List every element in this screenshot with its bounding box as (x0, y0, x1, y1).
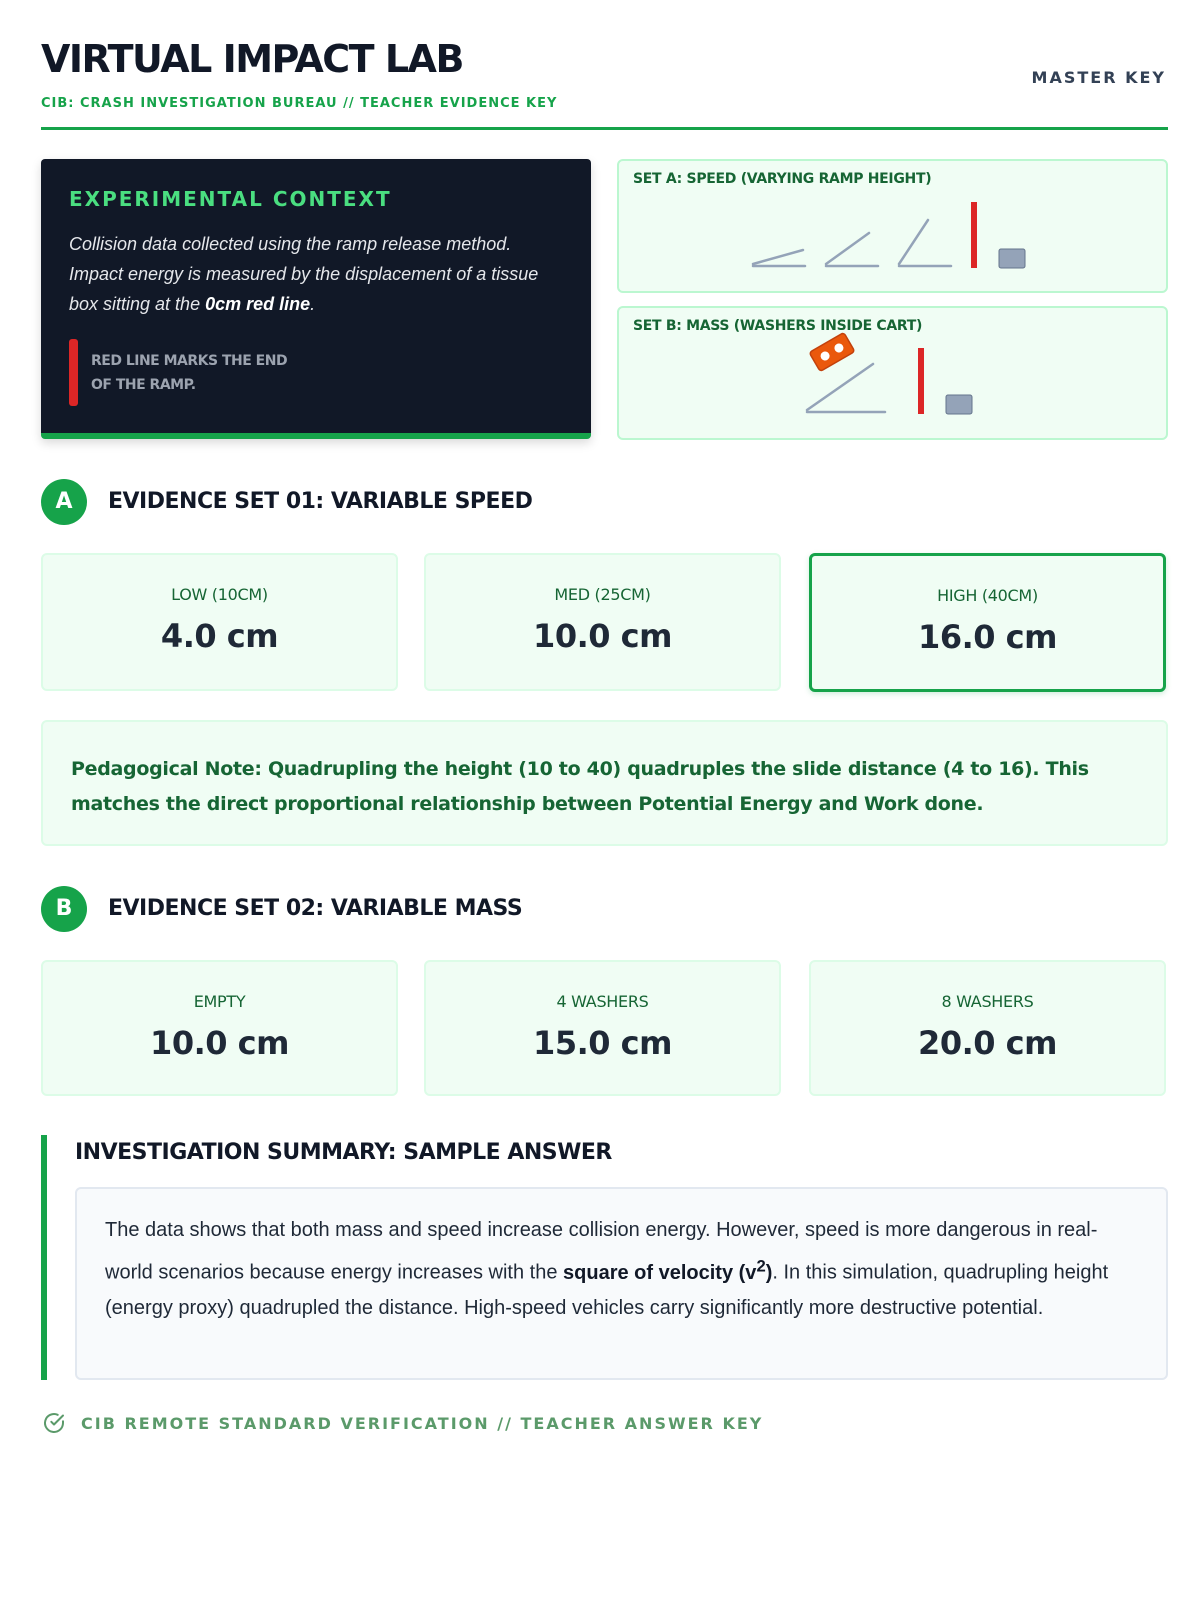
context-body-end: . (310, 294, 316, 314)
mass-card-label: EMPTY (193, 992, 246, 1011)
speed-card-label: HIGH (40CM) (937, 586, 1038, 605)
header-divider (41, 127, 1168, 130)
mass-card-value: 15.0 cm (533, 1024, 672, 1062)
ramp-b-slope (807, 364, 873, 410)
mass-card-8-washers (809, 960, 1166, 1096)
speed-card-value: 16.0 cm (918, 618, 1057, 656)
speed-card-label: MED (25CM) (554, 585, 651, 604)
red-line-marker (69, 339, 78, 406)
speed-card-high (809, 553, 1166, 692)
diagram-set-b (617, 306, 1168, 440)
speed-card-label: LOW (10CM) (171, 585, 268, 604)
summary-box (75, 1187, 1168, 1380)
context-body (69, 229, 569, 319)
summary-text (105, 1213, 1145, 1326)
footer-text: CIB REMOTE STANDARD VERIFICATION // TEACHER ANSWER KEY (81, 1413, 764, 1433)
mass-card-value: 20.0 cm (918, 1024, 1057, 1062)
diagram-set-b-label: SET B: MASS (WASHERS INSIDE CART) (633, 318, 923, 334)
speed-card-med (424, 553, 781, 691)
summary-text-start: The data shows that both mass and speed increase collision energy. However, speed is more dangerous in real-world scenarios because energy increases with the (105, 1219, 1098, 1284)
pedagogical-note-text: Pedagogical Note: Quadrupling the height (10 to 40) quadruples the slide distance (4 to 16). This matches the direct proportional relationship between Potential Energy and Work done. (71, 758, 1089, 815)
context-title: EXPERIMENTAL CONTEXT (69, 187, 392, 211)
summary-text-bold-end: ) (765, 1261, 773, 1284)
context-body-text: Collision data collected using the ramp release method. Impact energy is measured by the displacement of a tissue box sitting at the (69, 234, 539, 314)
red-line-a (971, 202, 977, 268)
section-a-badge: A (41, 479, 87, 525)
ramp-high-slope (899, 220, 928, 264)
footer (41, 1410, 763, 1436)
speed-card-value: 10.0 cm (533, 617, 672, 655)
summary-text-bold-main: square of velocity (v (563, 1261, 757, 1284)
red-line-b (918, 348, 924, 414)
master-key-tag: MASTER KEY (1031, 68, 1166, 87)
summary-text-end: . In this simulation, quadrupling height (energy proxy) quadrupled the distance. High-speed vehicles carry significantly more destructive potential. (105, 1261, 1109, 1319)
tissue-box-b (946, 395, 972, 414)
section-a-title: EVIDENCE SET 01: VARIABLE SPEED (108, 489, 533, 514)
red-line-note: RED LINE MARKS THE END OF THE RAMP. (91, 353, 288, 393)
mass-card-empty (41, 960, 398, 1096)
page-title: VIRTUAL IMPACT LAB (41, 37, 463, 81)
context-body-bold: 0cm red line (205, 294, 311, 314)
summary-accent-bar (41, 1135, 47, 1380)
ramp-med-slope (826, 233, 869, 264)
washer-cart-icon (809, 332, 855, 371)
check-circle-icon (41, 1410, 67, 1436)
speed-card-value: 4.0 cm (160, 617, 279, 655)
section-b-badge: B (41, 886, 87, 932)
section-b-title: EVIDENCE SET 02: VARIABLE MASS (108, 896, 523, 921)
speed-card-low (41, 553, 398, 691)
mass-card-value: 10.0 cm (150, 1024, 289, 1062)
pedagogical-note (41, 720, 1168, 846)
summary-title: INVESTIGATION SUMMARY: SAMPLE ANSWER (75, 1140, 612, 1165)
mass-card-4-washers (424, 960, 781, 1096)
diagram-set-a (617, 159, 1168, 293)
diagram-set-a-label: SET A: SPEED (VARYING RAMP HEIGHT) (633, 171, 932, 187)
summary-text-superscript: 2 (756, 1256, 766, 1275)
ramp-heights-illustration (619, 161, 1170, 295)
context-card (41, 159, 591, 439)
tissue-box-a (999, 249, 1025, 268)
page-subtitle: CIB: CRASH INVESTIGATION BUREAU // TEACHER EVIDENCE KEY (41, 96, 558, 111)
mass-card-label: 8 WASHERS (941, 992, 1034, 1011)
mass-card-label: 4 WASHERS (556, 992, 649, 1011)
ramp-low-slope (753, 250, 803, 264)
summary-text-bold (563, 1256, 773, 1284)
